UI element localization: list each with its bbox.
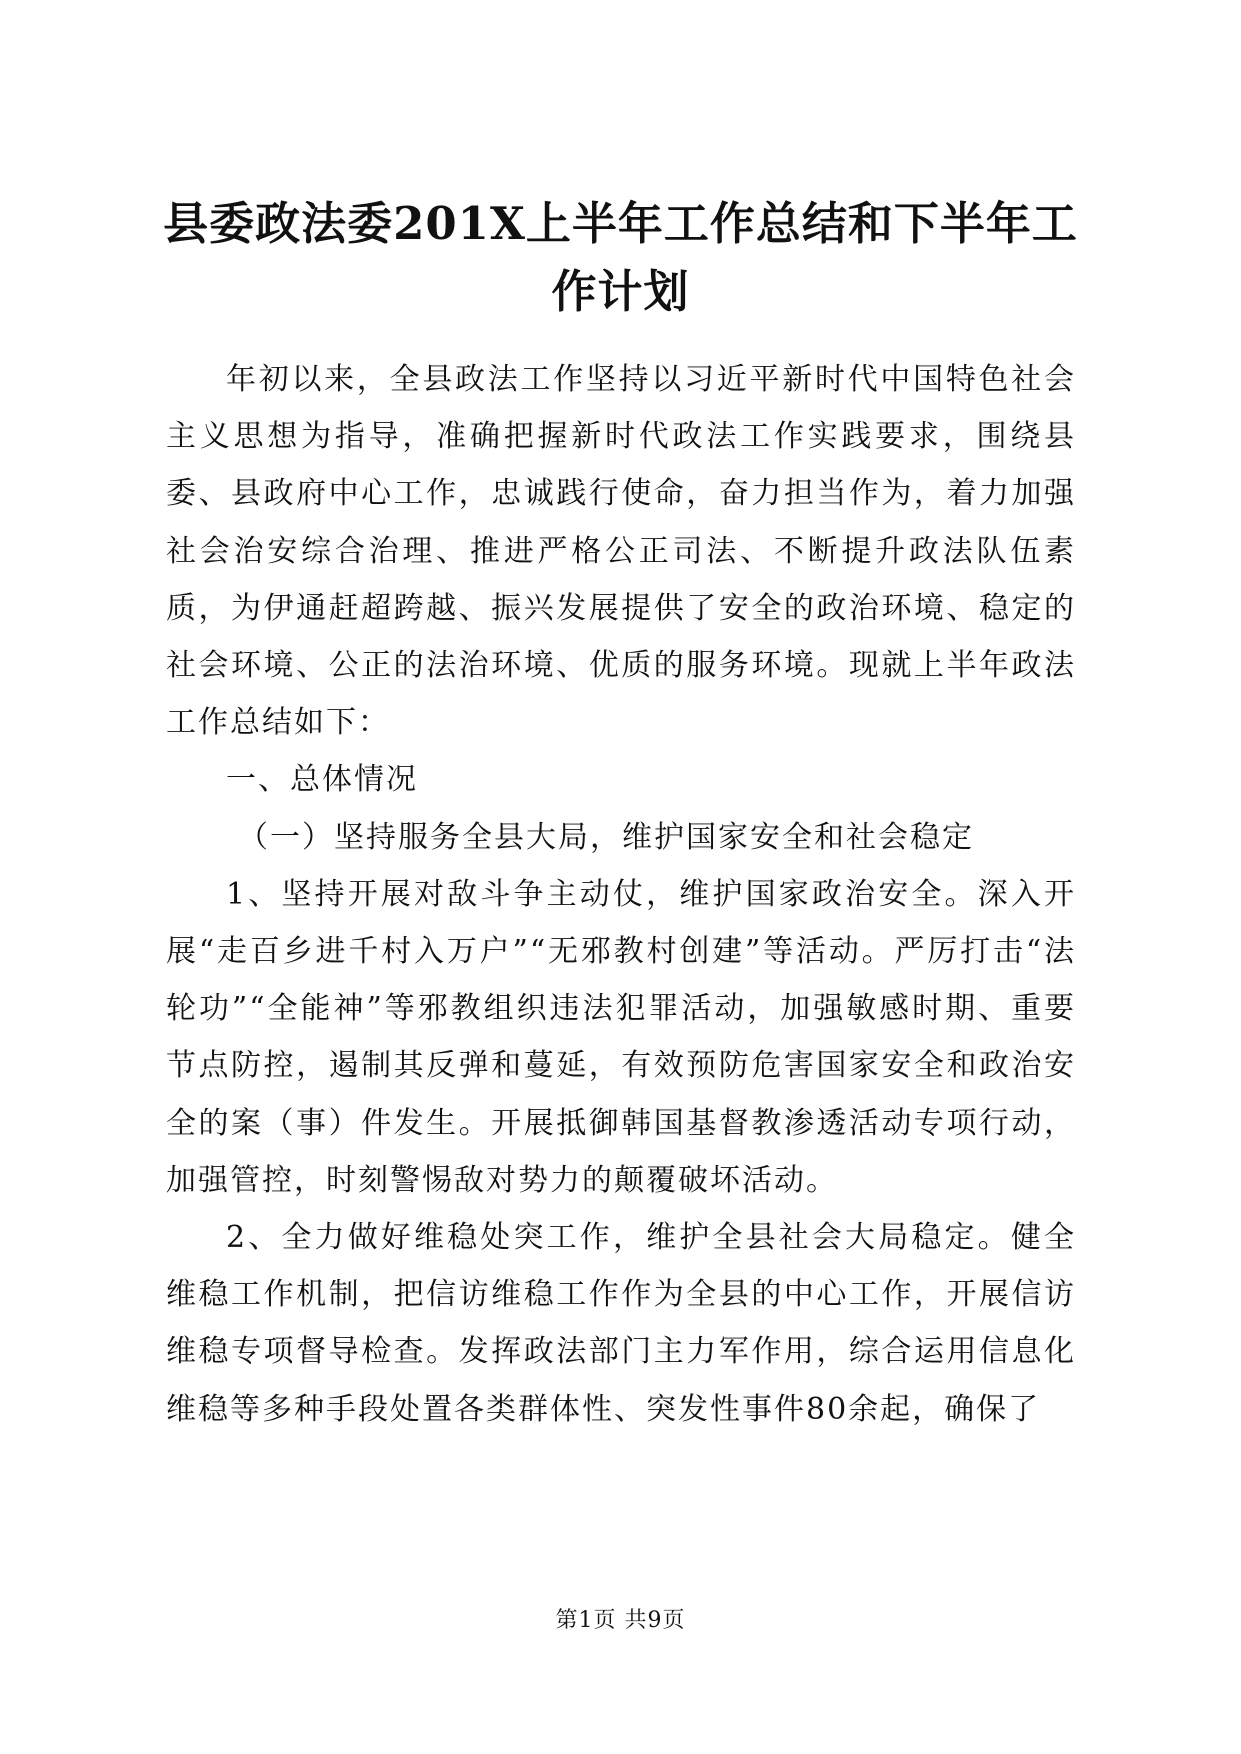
document-title: 县委政法委201X上半年工作总结和下半年工作计划 xyxy=(163,197,1078,318)
subsection-heading: （一）坚持服务全县大局，维护国家安全和社会稳定 xyxy=(238,819,974,855)
document-body xyxy=(166,351,1076,1438)
section-heading: 一、总体情况 xyxy=(226,762,418,798)
intro-paragraph: 年初以来，全县政法工作坚持以习近平新时代中国特色社会主义思想为指导，准确把握新时代政法工作实践要求，围绕县委、县政府中心工作，忠诚践行使命，奋力担当作为，着力加强社会治安综合治理、推进严格公正司法、不断提升政法队伍素质，为伊通赶超跨越、振兴发展提供了安全的政治环境、稳定的社会环境、公正的法治环境、优质的服务环境。现就上半年政法工作总结如下： xyxy=(166,362,1076,741)
body-paragraph: 1、坚持开展对敌斗争主动仗，维护国家政治安全。深入开展“走百乡进千村入万户”“无邪教村创建”等活动。严厉打击“法轮功”“全能神”等邪教组织违法犯罪活动，加强敏感时期、重要节点防控，遏制其反弹和蔓延，有效预防危害国家安全和政治安全的案（事）件发生。开展抵御韩国基督教渗透活动专项行动，加强管控，时刻警惕敌对势力的颠覆破坏活动。 xyxy=(166,876,1076,1198)
page-number-footer: 第1页 共9页 xyxy=(555,1608,686,1633)
body-paragraph: 2、全力做好维稳处突工作，维护全县社会大局稳定。健全维稳工作机制，把信访维稳工作作为全县的中心工作，开展信访维稳专项督导检查。发挥政法部门主力军作用，综合运用信息化维稳等多种手段处置各类群体性、突发性事件80余起，确保了 xyxy=(166,1220,1076,1427)
